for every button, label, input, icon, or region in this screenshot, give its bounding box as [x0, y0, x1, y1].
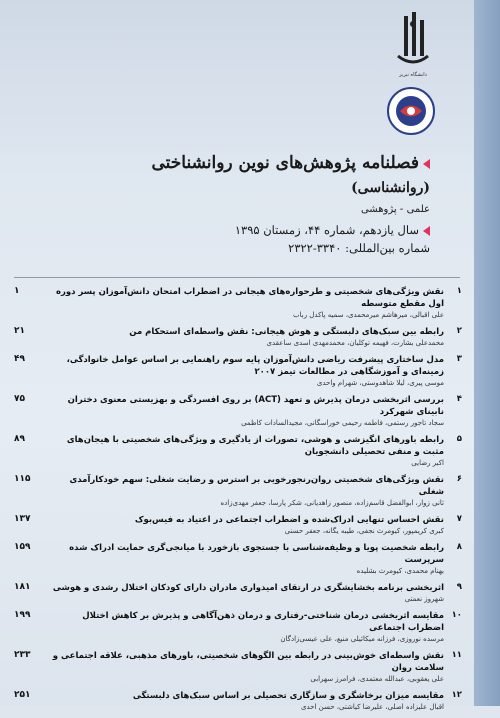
toc-authors: موسی پیری، لیلا شاهدوستی، شهرام واحدی	[316, 379, 444, 387]
accent-marker-icon	[423, 159, 430, 169]
toc-page: ۱	[14, 286, 20, 296]
toc-number: ۶	[456, 474, 462, 484]
issue-info	[110, 221, 430, 239]
toc-authors: علی یعقوبی، عبدالله معتمدی، فرامرز سهرابی	[310, 675, 444, 683]
toc-number: ۷	[456, 514, 462, 524]
toc-item	[14, 286, 462, 320]
toc-item	[14, 514, 462, 536]
toc-item	[14, 474, 462, 508]
toc-page: ۲۳۳	[14, 650, 31, 660]
journal-category: علمی - پژوهشی	[360, 204, 430, 215]
toc-item	[14, 610, 462, 644]
toc-number: ۱	[456, 286, 462, 296]
toc-page: ۴۹	[14, 354, 25, 364]
toc-title: نقش واسطه‌ای خوش‌بینی در رابطه بین الگوهای شخصیتی، باورهای مذهبی، علاقه اجتماعی و سلامت روان	[52, 651, 444, 673]
toc-title: رابطه باورهای انگیزشی و هوشی، تصورات از یادگیری و ویژگی‌های شخصیتی با هیجان‌های مثبت و منفی تحصیلی دانشجویان	[66, 435, 444, 457]
issn-info: شماره بین‌المللی: ۳۳۴۰-۲۳۲۲	[288, 241, 430, 255]
toc-page: ۲۱	[14, 326, 25, 336]
toc-title: رابطه بین سبک‌های دلبستگی و هوش هیجانی: نقش واسطه‌ای استحکام من	[129, 327, 444, 337]
cover-spine	[474, 0, 500, 706]
journal-title-text: فصلنامه پژوهش‌های نوین روانشناختی	[151, 153, 419, 173]
toc-item	[14, 690, 462, 712]
toc-number: ۳	[456, 354, 462, 364]
toc-authors: علی اقبالی، میرهاشم میرمحمدی، سمیه پاکدل رباب	[293, 311, 444, 319]
toc-title: مدل ساختاری پیشرفت ریاضی دانش‌آموزان پایه سوم راهنمایی بر اساس عوامل خانوادگی، زمینه‌ای و آموزشگاهی در مطالعات تیمز ۲۰۰۷	[66, 355, 444, 377]
accent-marker-icon	[423, 226, 430, 236]
toc-authors: شهروز نعمتی	[404, 595, 444, 603]
journal-title	[110, 150, 430, 176]
toc-title: بررسی اثربخشی درمان پذیرش و تعهد (ACT) بر روی افسردگی و بهزیستی معنوی دختران نابینای شهرکرد	[67, 395, 444, 417]
toc-item	[14, 582, 462, 604]
university-emblem-icon	[390, 10, 436, 80]
toc-item	[14, 434, 462, 468]
toc-number: ۸	[456, 542, 462, 552]
toc-number: ۱۰	[451, 610, 462, 620]
toc-item	[14, 650, 462, 684]
toc-number: ۱۲	[451, 690, 462, 700]
toc-title: نقش احساس تنهایی ادراک‌شده و اضطراب اجتماعی در اعتیاد به فیس‌بوک	[134, 515, 444, 525]
toc-page: ۲۵۱	[14, 690, 31, 700]
toc-authors: مرسده نوروزی، فرزانه میکائیلی منیع، علی عیسی‌زادگان	[280, 635, 444, 643]
journal-header	[110, 150, 430, 257]
toc-page: ۷۵	[14, 394, 25, 404]
toc-title: مقایسه اثربخشی درمان شناختی-رفتاری و درمان ذهن‌آگاهی و پذیرش بر کاهش اختلال اضطراب اجتماعی	[82, 611, 444, 633]
toc-authors: ثانی زوار، ابوالفضل قاسم‌زاده، منصور زاهدیانی، شکر پارسا، جعفر مهدی‌زاده	[220, 499, 444, 507]
toc-page: ۱۵۹	[14, 542, 31, 552]
toc-title: نقش ویژگی‌های شخصیتی و طرحواره‌های هیجانی در اضطراب امتحان دانش‌آموزان پسر دوره اول مقطع متوسطه	[55, 287, 444, 309]
toc-item	[14, 354, 462, 388]
table-of-contents	[14, 286, 462, 718]
journal-subtitle: (روانشناسی)	[351, 180, 430, 196]
toc-item	[14, 394, 462, 428]
toc-number: ۴	[456, 394, 462, 404]
toc-page: ۱۱۵	[14, 474, 31, 484]
toc-authors: اکبر رضایی	[411, 459, 444, 467]
toc-number: ۲	[456, 326, 462, 336]
toc-authors: بهنام محمدی، کیومرث بشلیده	[356, 567, 444, 575]
divider	[14, 277, 460, 278]
toc-page: ۱۳۷	[14, 514, 31, 524]
toc-title: مقایسه میزان برخاشگری و سازگاری تحصیلی بر اساس سبک‌های دلبستگی	[132, 691, 444, 701]
toc-authors: سجاد تاجور رستمی، فاطمه رحیمی خوراسگانی، مجیدالسادات کاظمی	[241, 419, 444, 427]
toc-page: ۱۹۹	[14, 610, 31, 620]
toc-authors: کبری کریمپور، کیومرث نجفی، طیبه یگانه، جعفر حسنی	[284, 527, 444, 535]
toc-title: اثربخشی برنامه بخشایشگری در ارتقای امیدواری مادران دارای کودکان اختلال رشدی و هوشی	[52, 583, 444, 593]
toc-title: نقش ویژگی‌های شخصیتی روان‌رنجورخویی بر استرس و رضایت شغلی: سهم خودکارآمدی شغلی	[69, 475, 444, 497]
toc-number: ۵	[456, 434, 462, 444]
toc-authors: محمدعلی بشارت، فهیمه توکلیان، محمدمهدی اسدی ساعقدی	[266, 339, 444, 347]
toc-page: ۱۸۱	[14, 582, 31, 592]
toc-number: ۱۱	[451, 650, 462, 660]
toc-page: ۸۹	[14, 434, 25, 444]
issue-info-text: سال یازدهم، شماره ۴۴، زمستان ۱۳۹۵	[234, 223, 419, 237]
psychology-society-seal-icon	[386, 86, 436, 136]
toc-item	[14, 542, 462, 576]
university-caption: دانشگاه تبریز	[399, 72, 427, 78]
toc-item	[14, 326, 462, 348]
toc-title: رابطه شخصیت پویا و وظیفه‌شناسی با جستجوی بازخورد با میانجی‌گری حمایت ادراک شده سرپرست	[69, 543, 444, 565]
toc-number: ۹	[456, 582, 462, 592]
toc-authors: اقبال علیزاده اصلی، علیرضا کیاشتی، حسن احدی	[301, 703, 444, 711]
